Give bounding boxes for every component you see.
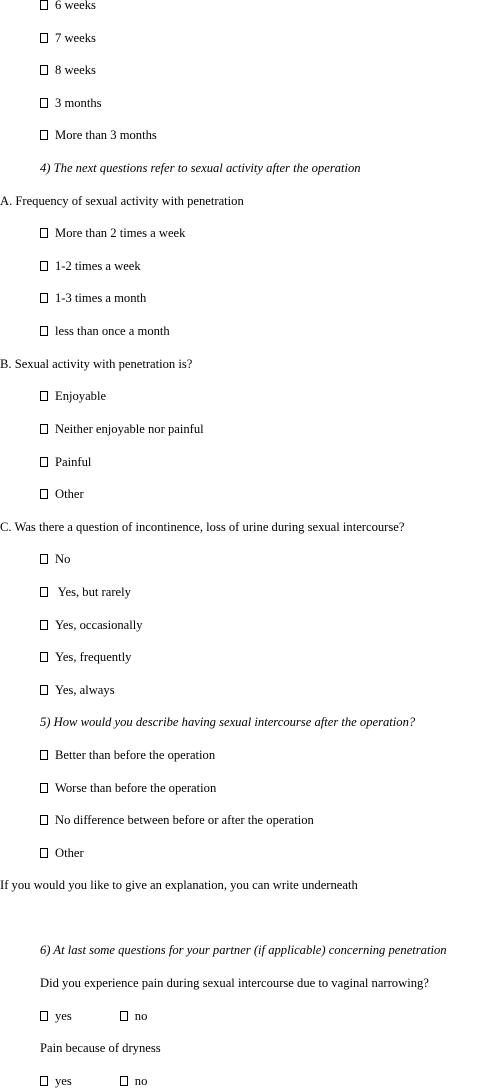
answer-yes[interactable]: yes bbox=[40, 1009, 72, 1023]
question-4-heading: 4) The next questions refer to sexual activity after the operation bbox=[40, 161, 361, 175]
checkbox-icon[interactable] bbox=[40, 1076, 48, 1086]
checkbox-icon[interactable] bbox=[40, 783, 48, 793]
option-4c-5[interactable]: Yes, always bbox=[40, 683, 115, 698]
option-4b-4[interactable]: Other bbox=[40, 487, 84, 502]
option-5-1[interactable]: Better than before the operation bbox=[40, 748, 215, 763]
option-4a-2[interactable]: 1-2 times a week bbox=[40, 259, 141, 274]
option-4a-4[interactable]: less than once a month bbox=[40, 324, 170, 339]
option-4b-1[interactable]: Enjoyable bbox=[40, 389, 106, 404]
answer-no[interactable]: no bbox=[120, 1074, 148, 1088]
option-4a-3[interactable]: 1-3 times a month bbox=[40, 291, 146, 306]
checkbox-icon[interactable] bbox=[40, 33, 48, 43]
checkbox-icon[interactable] bbox=[120, 1076, 128, 1086]
checkbox-icon[interactable] bbox=[40, 424, 48, 434]
option-5-2[interactable]: Worse than before the operation bbox=[40, 781, 216, 796]
checkbox-icon[interactable] bbox=[40, 652, 48, 662]
checkbox-icon[interactable] bbox=[120, 1011, 128, 1021]
option-5-4[interactable]: Other bbox=[40, 846, 84, 861]
checkbox-icon[interactable] bbox=[40, 848, 48, 858]
checkbox-icon[interactable] bbox=[40, 228, 48, 238]
checkbox-icon[interactable] bbox=[40, 750, 48, 760]
explanation-prompt: If you would you like to give an explanation, you can write underneath bbox=[0, 878, 358, 892]
checkbox-icon[interactable] bbox=[40, 293, 48, 303]
option-4c-1[interactable]: No bbox=[40, 552, 70, 567]
checkbox-icon[interactable] bbox=[40, 261, 48, 271]
option-4c-3[interactable]: Yes, occasionally bbox=[40, 618, 143, 633]
option-4c-4[interactable]: Yes, frequently bbox=[40, 650, 131, 665]
option-more-than-3-months[interactable]: More than 3 months bbox=[40, 128, 157, 143]
option-5-3[interactable]: No difference between before or after the operation bbox=[40, 813, 314, 828]
option-7-weeks[interactable]: 7 weeks bbox=[40, 31, 96, 46]
question-6-heading: 6) At last some questions for your partner (if applicable) concerning penetration bbox=[40, 943, 447, 957]
option-8-weeks[interactable]: 8 weeks bbox=[40, 63, 96, 78]
question-4c-label: C. Was there a question of incontinence, loss of urine during sexual intercourse? bbox=[0, 520, 405, 534]
option-4b-3[interactable]: Painful bbox=[40, 455, 91, 470]
answer-yes[interactable]: yes bbox=[40, 1074, 72, 1088]
checkbox-icon[interactable] bbox=[40, 554, 48, 564]
checkbox-icon[interactable] bbox=[40, 620, 48, 630]
question-6-1-answers bbox=[40, 1009, 147, 1024]
question-6-1-text: Did you experience pain during sexual intercourse due to vaginal narrowing? bbox=[40, 976, 429, 990]
checkbox-icon[interactable] bbox=[40, 685, 48, 695]
option-6-weeks[interactable]: 6 weeks bbox=[40, 0, 96, 13]
checkbox-icon[interactable] bbox=[40, 98, 48, 108]
checkbox-icon[interactable] bbox=[40, 65, 48, 75]
option-3-months[interactable]: 3 months bbox=[40, 96, 102, 111]
question-4b-label: B. Sexual activity with penetration is? bbox=[0, 357, 193, 371]
checkbox-icon[interactable] bbox=[40, 0, 48, 10]
checkbox-icon[interactable] bbox=[40, 130, 48, 140]
checkbox-icon[interactable] bbox=[40, 489, 48, 499]
answer-no[interactable]: no bbox=[120, 1009, 148, 1023]
option-4a-1[interactable]: More than 2 times a week bbox=[40, 226, 185, 241]
question-4a-label: A. Frequency of sexual activity with penetration bbox=[0, 194, 244, 208]
checkbox-icon[interactable] bbox=[40, 326, 48, 336]
option-4c-2[interactable]: Yes, but rarely bbox=[40, 585, 131, 600]
option-4b-2[interactable]: Neither enjoyable nor painful bbox=[40, 422, 204, 437]
checkbox-icon[interactable] bbox=[40, 1011, 48, 1021]
question-6-2-answers bbox=[40, 1074, 147, 1089]
question-5-heading: 5) How would you describe having sexual intercourse after the operation? bbox=[40, 715, 416, 729]
checkbox-icon[interactable] bbox=[40, 815, 48, 825]
checkbox-icon[interactable] bbox=[40, 457, 48, 467]
checkbox-icon[interactable] bbox=[40, 587, 48, 597]
checkbox-icon[interactable] bbox=[40, 391, 48, 401]
question-6-2-text: Pain because of dryness bbox=[40, 1041, 161, 1055]
